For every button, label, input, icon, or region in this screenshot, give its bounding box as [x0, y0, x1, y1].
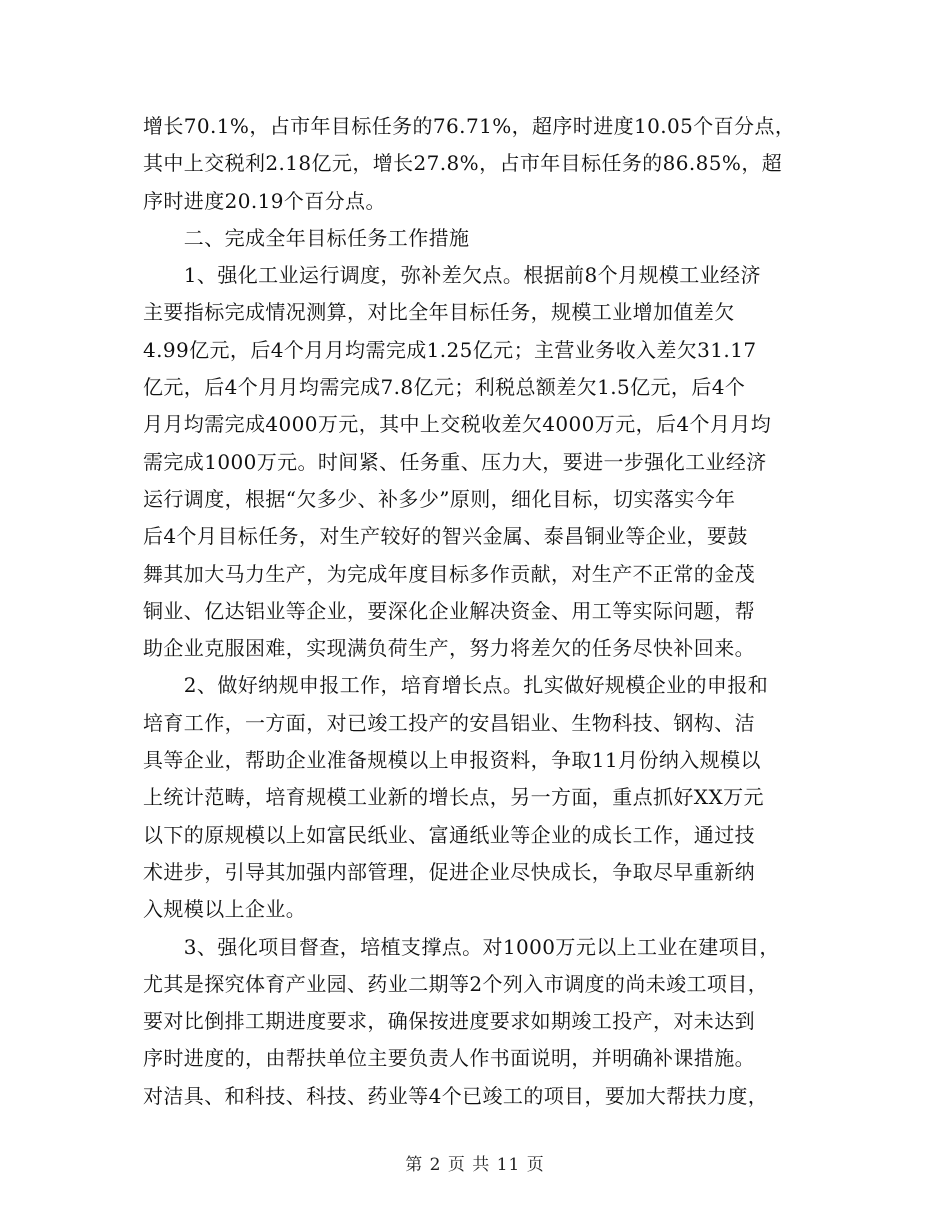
text-line: 对洁具、和科技、科技、药业等4个已竣工的项目，要加大帮扶力度， — [143, 1083, 769, 1108]
document-body — [143, 108, 811, 1115]
text-line: 3、强化项目督查，培植支撑点。对1000万元以上工业在建项目， — [143, 934, 780, 959]
text-line: 1、强化工业运行调度，弥补差欠点。根据前8个月规模工业经济 — [143, 263, 761, 288]
text-line: 要对比倒排工期进度要求，确保按进度要求如期竣工投产，对未达到 — [143, 1009, 755, 1034]
text-line: 其中上交税利2.18亿元，增长27.8%，占市年目标任务的86.85%，超 — [143, 151, 783, 176]
text-line: 4.99亿元，后4个月月均需完成1.25亿元；主营业务收入差欠31.17 — [143, 337, 757, 362]
text-line: 需完成1000万元。时间紧、任务重、压力大，要进一步强化工业经济 — [143, 449, 767, 474]
text-line: 培育工作，一方面，对已竣工投产的安昌铝业、生物科技、钢构、洁 — [143, 710, 755, 735]
text-line: 月月均需完成4000万元，其中上交税收差欠4000万元，后4个月月均 — [143, 412, 772, 437]
text-line: 增长70.1%，占市年目标任务的76.71%，超序时进度10.05个百分点， — [143, 114, 796, 138]
page-number-footer: 第 2 页 共 11 页 — [405, 1155, 545, 1175]
text-line: 具等企业，帮助企业准备规模以上申报资料，争取11月份纳入规模以 — [143, 748, 761, 773]
text-line: 上统计范畴，培育规模工业新的增长点，另一方面，重点抓好XX万元 — [143, 785, 764, 810]
text-line: 入规模以上企业。 — [143, 897, 307, 922]
section-heading: 二、完成全年目标任务工作措施 — [143, 225, 470, 250]
text-line: 术进步，引导其加强内部管理，促进企业尽快成长，争取尽早重新纳 — [143, 859, 755, 884]
text-line: 以下的原规模以上如富民纸业、富通纸业等企业的成长工作，通过技 — [143, 822, 755, 847]
text-line: 后4个月目标任务，对生产较好的智兴金属、泰昌铜业等企业，要鼓 — [143, 524, 748, 549]
text-line: 序时进度的，由帮扶单位主要负责人作书面说明，并明确补课措施。 — [143, 1046, 755, 1071]
text-line: 序时进度20.19个百分点。 — [143, 188, 386, 213]
text-line: 主要指标完成情况测算，对比全年目标任务，规模工业增加值差欠 — [143, 300, 735, 325]
text-line: 运行调度，根据“欠多少、补多少”原则，细化目标，切实落实今年 — [143, 486, 736, 511]
text-line: 亿元，后4个月月均需完成7.8亿元；利税总额差欠1.5亿元，后4个 — [143, 375, 746, 400]
text-line: 铜业、亿达铝业等企业，要深化企业解决资金、用工等实际问题，帮 — [143, 598, 755, 623]
text-line: 舞其加大马力生产，为完成年度目标多作贡献，对生产不正常的金茂 — [143, 561, 755, 586]
text-line: 2、做好纳规申报工作，培育增长点。扎实做好规模企业的申报和 — [143, 673, 769, 698]
text-line: 助企业克服困难，实现满负荷生产，努力将差欠的任务尽快补回来。 — [143, 636, 755, 661]
text-line: 尤其是探究体育产业园、药业二期等2个列入市调度的尚未竣工项目， — [143, 971, 769, 996]
